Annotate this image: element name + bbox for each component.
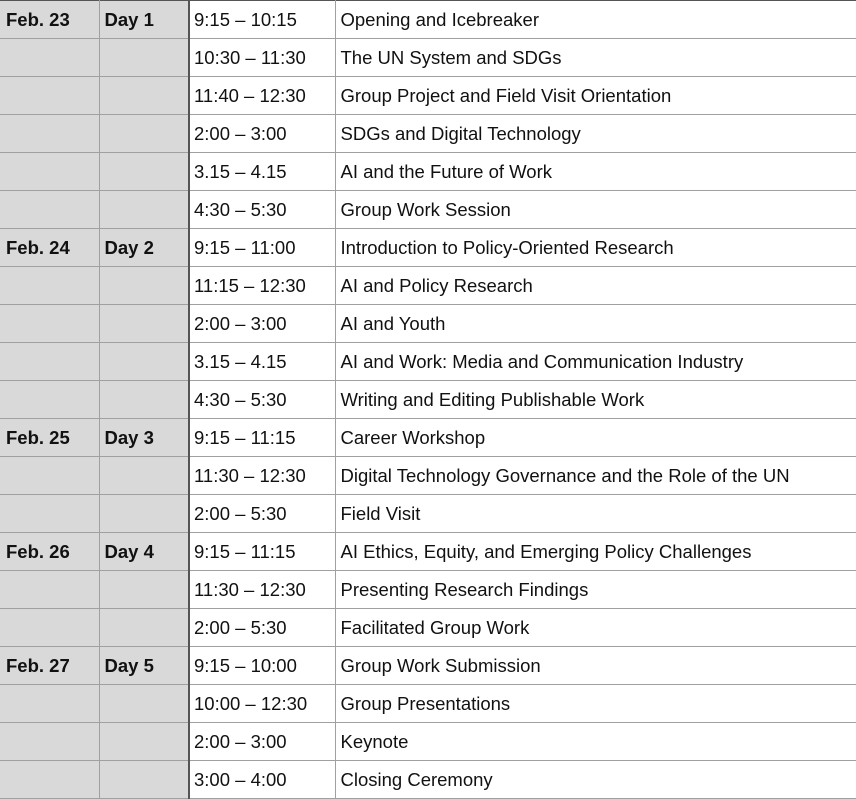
table-row [0, 267, 856, 305]
time-cell: 11:30 – 12:30 [189, 571, 335, 609]
time-cell: 2:00 – 3:00 [189, 115, 335, 153]
table-row [0, 305, 856, 343]
day-cell [99, 761, 189, 799]
day-cell [99, 571, 189, 609]
date-cell [0, 115, 99, 153]
day-cell [99, 267, 189, 305]
date-cell: Feb. 26 [0, 533, 99, 571]
date-cell [0, 343, 99, 381]
date-cell [0, 191, 99, 229]
day-cell [99, 191, 189, 229]
date-cell [0, 77, 99, 115]
day-cell [99, 77, 189, 115]
session-cell: Group Project and Field Visit Orientation [335, 77, 856, 115]
session-cell: Introduction to Policy-Oriented Research [335, 229, 856, 267]
time-cell: 9:15 – 10:00 [189, 647, 335, 685]
session-cell: AI and Youth [335, 305, 856, 343]
time-cell: 11:40 – 12:30 [189, 77, 335, 115]
day-cell [99, 115, 189, 153]
time-cell: 9:15 – 11:00 [189, 229, 335, 267]
time-cell: 2:00 – 3:00 [189, 723, 335, 761]
date-cell: Feb. 23 [0, 1, 99, 39]
table-row [0, 77, 856, 115]
table-row [0, 723, 856, 761]
time-cell: 9:15 – 10:15 [189, 1, 335, 39]
day-cell [99, 609, 189, 647]
day-cell [99, 723, 189, 761]
date-cell [0, 495, 99, 533]
session-cell: AI and Work: Media and Communication Industry [335, 343, 856, 381]
table-row [0, 761, 856, 799]
date-cell [0, 761, 99, 799]
table-row [0, 533, 856, 571]
date-cell [0, 381, 99, 419]
table-row [0, 457, 856, 495]
time-cell: 9:15 – 11:15 [189, 533, 335, 571]
table-row [0, 229, 856, 267]
session-cell: Digital Technology Governance and the Role of the UN [335, 457, 856, 495]
table-row [0, 115, 856, 153]
day-cell [99, 343, 189, 381]
session-cell: AI and the Future of Work [335, 153, 856, 191]
day-cell [99, 39, 189, 77]
session-cell: Career Workshop [335, 419, 856, 457]
table-row [0, 343, 856, 381]
session-cell: SDGs and Digital Technology [335, 115, 856, 153]
date-cell [0, 685, 99, 723]
date-cell [0, 267, 99, 305]
time-cell: 3.15 – 4.15 [189, 153, 335, 191]
date-cell: Feb. 24 [0, 229, 99, 267]
session-cell: Keynote [335, 723, 856, 761]
session-cell: Group Presentations [335, 685, 856, 723]
day-cell: Day 3 [99, 419, 189, 457]
time-cell: 11:30 – 12:30 [189, 457, 335, 495]
date-cell [0, 571, 99, 609]
day-cell: Day 2 [99, 229, 189, 267]
day-cell [99, 457, 189, 495]
time-cell: 9:15 – 11:15 [189, 419, 335, 457]
session-cell: Closing Ceremony [335, 761, 856, 799]
date-cell: Feb. 27 [0, 647, 99, 685]
date-cell [0, 153, 99, 191]
time-cell: 2:00 – 5:30 [189, 609, 335, 647]
table-row [0, 191, 856, 229]
table-row [0, 153, 856, 191]
session-cell: Facilitated Group Work [335, 609, 856, 647]
session-cell: Field Visit [335, 495, 856, 533]
day-cell: Day 5 [99, 647, 189, 685]
time-cell: 4:30 – 5:30 [189, 381, 335, 419]
time-cell: 2:00 – 5:30 [189, 495, 335, 533]
table-row [0, 609, 856, 647]
date-cell: Feb. 25 [0, 419, 99, 457]
day-cell: Day 4 [99, 533, 189, 571]
date-cell [0, 305, 99, 343]
date-cell [0, 609, 99, 647]
date-cell [0, 39, 99, 77]
session-cell: AI Ethics, Equity, and Emerging Policy Challenges [335, 533, 856, 571]
table-row [0, 1, 856, 39]
date-cell [0, 723, 99, 761]
day-cell [99, 381, 189, 419]
time-cell: 2:00 – 3:00 [189, 305, 335, 343]
table-row [0, 495, 856, 533]
date-cell [0, 457, 99, 495]
time-cell: 3:00 – 4:00 [189, 761, 335, 799]
session-cell: Presenting Research Findings [335, 571, 856, 609]
time-cell: 4:30 – 5:30 [189, 191, 335, 229]
time-cell: 11:15 – 12:30 [189, 267, 335, 305]
day-cell [99, 685, 189, 723]
time-cell: 10:30 – 11:30 [189, 39, 335, 77]
table-row [0, 39, 856, 77]
time-cell: 10:00 – 12:30 [189, 685, 335, 723]
day-cell [99, 495, 189, 533]
table-row [0, 571, 856, 609]
session-cell: Group Work Submission [335, 647, 856, 685]
day-cell: Day 1 [99, 1, 189, 39]
schedule-body [0, 1, 856, 799]
table-row [0, 381, 856, 419]
session-cell: Group Work Session [335, 191, 856, 229]
table-row [0, 419, 856, 457]
day-cell [99, 153, 189, 191]
table-row [0, 647, 856, 685]
table-row [0, 685, 856, 723]
time-cell: 3.15 – 4.15 [189, 343, 335, 381]
session-cell: Writing and Editing Publishable Work [335, 381, 856, 419]
session-cell: AI and Policy Research [335, 267, 856, 305]
session-cell: Opening and Icebreaker [335, 1, 856, 39]
day-cell [99, 305, 189, 343]
session-cell: The UN System and SDGs [335, 39, 856, 77]
